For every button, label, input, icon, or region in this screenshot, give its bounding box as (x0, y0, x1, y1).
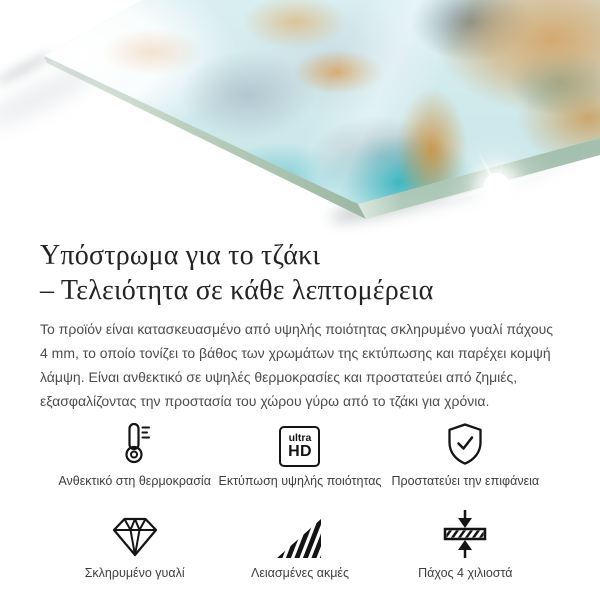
feature-label: Ανθεκτικό στη θερμοκρασία (58, 474, 211, 488)
ultra-hd-text-bottom: HD (288, 443, 312, 460)
ultra-hd-text-top: ultra (288, 432, 312, 444)
feature-tempered-glass (52, 509, 217, 581)
feature-label: Προστατεύει την επιφάνεια (391, 474, 540, 488)
polished-edges-icon (274, 509, 326, 559)
product-description: Το προϊόν είναι κατασκευασμένο από υψηλής ποιότητας σκληρυμένο γυαλί πάχους 4 mm, το οποίο τονίζει το βάθος των χρωμάτων της εκτύπωσης και παρέχει κομψή λάμψη. Είναι ανθεκτικό σε υψηλές θερμοκρασίες και προστατεύει από ζημιές, εξασφαλίζοντας την προστασία του χώρου γύρω από το τζάκι για χρόνια. (40, 321, 554, 409)
ultra-hd-icon (279, 417, 320, 467)
page-title-line1: Υπόστρωμα για το τζάκι (40, 240, 321, 271)
page-title-line2: – Τελειότητα σε κάθε λεπτομέρεια (40, 275, 434, 306)
page-title (40, 238, 560, 308)
thickness-icon (441, 509, 489, 559)
feature-label: Εκτύπωση υψηλής ποιότητας (218, 474, 382, 488)
feature-polished-edges (217, 509, 382, 581)
feature-thickness (383, 509, 548, 581)
feature-protection (383, 417, 548, 489)
feature-temperature (52, 417, 217, 489)
product-text-section (0, 238, 600, 581)
feature-label: Πάχος 4 χιλιοστά (418, 566, 513, 580)
feature-print-quality (217, 417, 382, 489)
diamond-icon (110, 509, 160, 559)
glass-panel-artwork (0, 0, 600, 235)
shield-check-icon (442, 417, 488, 467)
feature-grid (40, 417, 560, 581)
thermometer-icon (112, 417, 158, 467)
feature-label: Σκληρυμένο γυαλί (84, 566, 185, 580)
feature-label: Λειασμένες ακμές (250, 566, 349, 580)
product-image (0, 0, 600, 235)
